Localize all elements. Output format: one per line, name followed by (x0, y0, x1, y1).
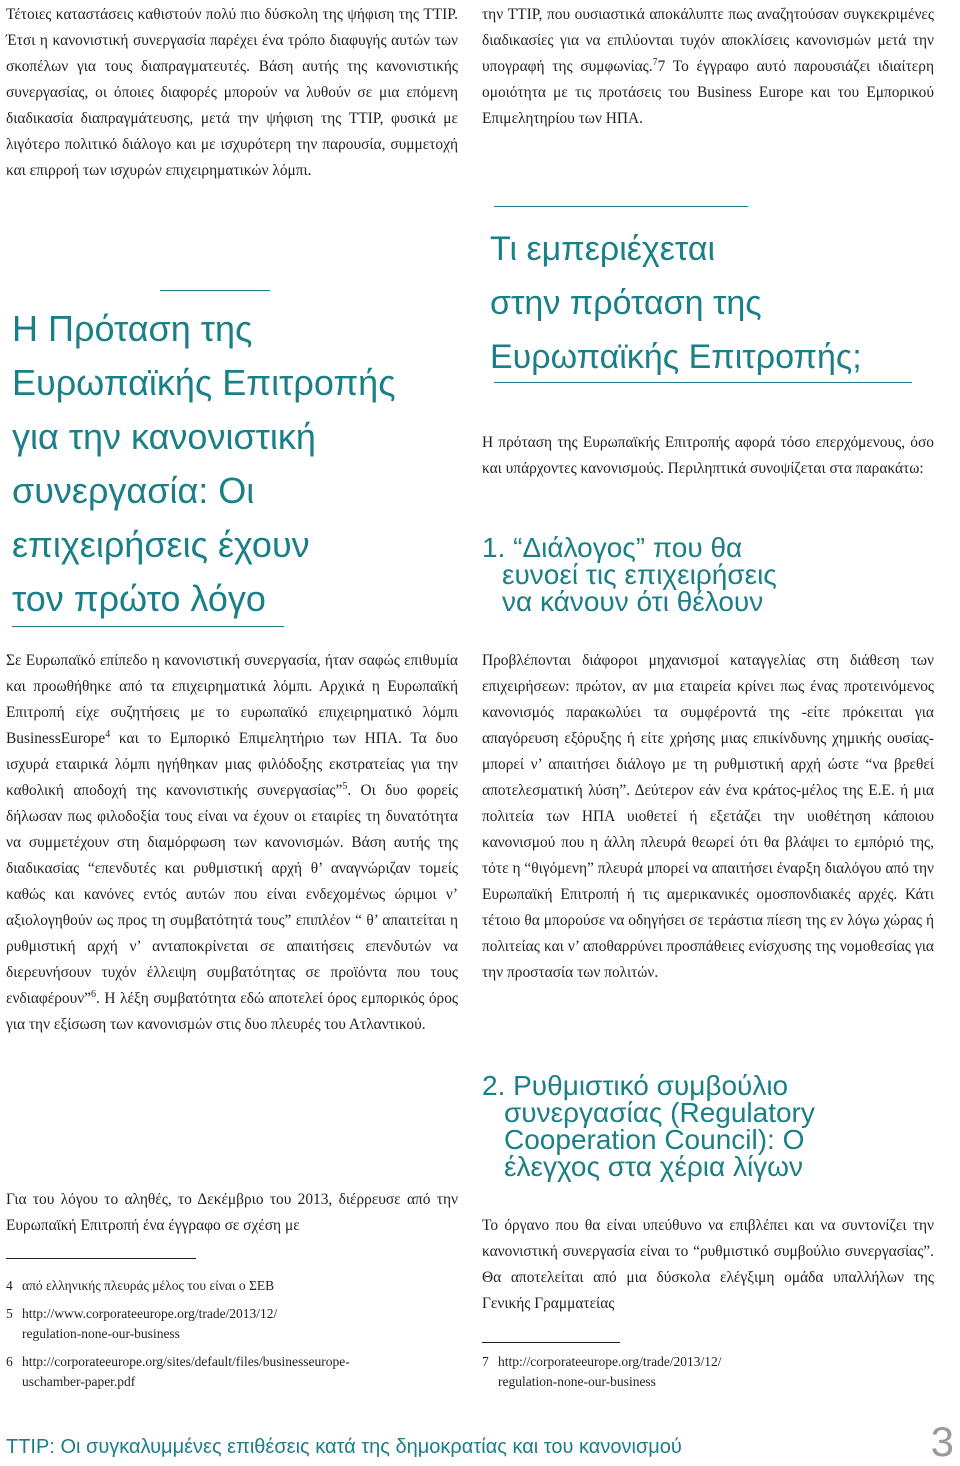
right-heading-rule-bottom (494, 382, 912, 383)
left-heading-rule-top (160, 290, 270, 291)
footnote-number: 4 (6, 1278, 13, 1293)
footnote-ref-4: 4 (105, 728, 111, 740)
running-footer-title: TTIP: Οι συγκαλυμμένες επιθέσεις κατά της δημοκρατίας και του κανονισμού (6, 1436, 682, 1458)
subheading-2-line: έλεγχος στα χέρια λίγων (504, 1151, 804, 1182)
footnote-link-cont[interactable]: regulation-none-our-business (498, 1374, 656, 1389)
footnote-ref-5: 5 (342, 780, 348, 792)
left-heading-line: τον πρώτο λόγο (12, 578, 266, 619)
left-footnote-rule (6, 1258, 196, 1259)
footnote-number: 7 (482, 1354, 489, 1369)
left-paragraph-2-part-a: Σε Ευρωπαϊκό επίπεδο η κανονιστική συνεργασία, ήταν σαφώς επιθυμία και προωθήθηκε από τα επιχειρηματικά λόμπι. Αρχικά η Ευρωπαϊκή Επιτροπή είχε συζητήσεις με το ευρωπαϊκό επιχειρηματικό λόμπι BusinessEurope (6, 652, 458, 747)
subheading-2-line: 2. Ρυθμιστικό συμβούλιο (482, 1070, 789, 1101)
footnote-number: 6 (6, 1354, 13, 1369)
footnote-6 (6, 1352, 458, 1392)
footnote-7 (482, 1352, 934, 1392)
footnote-4 (6, 1276, 458, 1296)
left-heading-line: Ευρωπαϊκής Επιτροπής (12, 362, 396, 403)
right-footnote-rule (482, 1342, 620, 1343)
footnote-link[interactable]: http://corporateeurope.org/sites/default/files/businesseurope- (22, 1354, 350, 1369)
left-heading-line: Η Πρόταση της (12, 308, 253, 349)
subheading-1-line: ευνοεί τις επιχειρήσεις (502, 559, 777, 590)
left-heading-line: επιχειρήσεις έχουν (12, 524, 310, 565)
right-heading-rule-top (494, 206, 748, 207)
right-section-heading (490, 222, 930, 384)
footnote-number: 5 (6, 1306, 13, 1321)
subheading-1 (482, 534, 934, 615)
footnote-link-cont[interactable]: uschamber-paper.pdf (22, 1374, 136, 1389)
right-paragraph-2: Προβλέπονται διάφοροι μηχανισμοί καταγγελίας στη διάθεση των επιχειρήσεων: πρώτον, αν μια εταιρεία κρίνει πως ένας προτεινόμενος κανονισμός παρακωλύει τα συμφέροντά της -είτε πρόκειται για απαγόρευση εξόρυξης ή είτε χρήσης μιας επικίνδυνης χημικής ουσίας- μπορεί ν’ απαιτήσει διάλογο με τη ρυθμιστική αρχή ώστε “να βρεθεί αποτελεσματική λύση”. Δεύτερον εάν ένα κράτος-μέλος της Ε.Ε. ή μια πολιτεία των ΗΠΑ υιοθετεί ή εξετάζει την υιοθέτηση κάποιου κανονισμού που η άλλη πλευρά θεωρεί ότι θα βλάψει το εμπόριό της, τότε η “θιγόμενη” πλευρά μπορεί να απαιτήσει έναρξη διαλόγου από την Ευρωπαϊκή Επιτροπή ή τις αμερικανικές ομοσπονδιακές αρχές. Κάτι τέτοιο θα μπορούσε να οδηγήσει σε τεράστια πίεση της εν λόγω χώρας ή πολιτείας και ν’ αποθαρρύνει προσπάθειες ενίσχυσης της νομοθεσίας για την προστασία των πολιτών. (482, 652, 934, 981)
right-heading-line: Ευρωπαϊκής Επιτροπής; (490, 338, 862, 376)
left-heading-rule-bottom (12, 626, 284, 627)
right-intro-part-a: την TTIP, που ουσιαστικά αποκάλυπτε πως αναζητούσαν συγκεκριμένες διαδικασίες για να επιλύονται τυχόν αποκλίσεις κανονισμών μετά την υπογραφή της συμφωνίας. (482, 6, 934, 75)
right-intro-part-b: 7 Το έγγραφο αυτό παρουσιάζει ιδιαίτερη ομοιότητα με τις προτάσεις του Business Europe και του Εμπορικού Επιμελητηρίου των ΗΠΑ. (482, 58, 934, 127)
left-heading-line: συνεργασία: Οι (12, 470, 255, 511)
subheading-1-line: να κάνουν ότι θέλουν (502, 586, 764, 617)
subheading-1-line: 1. “Διάλογος” που θα (482, 532, 743, 563)
left-paragraph-3: Για του λόγου το αληθές, το Δεκέμβριο του 2013, διέρρευσε από την Ευρωπαϊκή Επιτροπή ένα έγγραφο σε σχέση με (6, 1191, 458, 1234)
left-paragraph-2-part-b: και το Εμπορικό Επιμελητήριο των ΗΠΑ. Τα δυο ισχυρά εταιρικά λόμπι ηγήθηκαν μιας φιλόδοξης εκστρατείας για την καθολική αποδοχή της κανονιστικής συνεργασίας” (6, 730, 458, 799)
left-section-heading (12, 302, 452, 626)
footnote-link-cont[interactable]: regulation-none-our-business (22, 1326, 180, 1341)
subheading-2-line: συνεργασίας (Regulatory (504, 1097, 815, 1128)
left-paragraph-2-part-c: . Οι δυο φορείς δήλωσαν πως φιλοδοξία τους είναι να έχουν οι εταιρίες τη δυνατότητα να συμμετέχουν στη διαμόρφωση των κανονισμών. Βάση αυτής της διαδικασίας “επενδυτές και ρυθμιστική αρχή θ’ αναγνώριζαν τομείς καθώς και κανόνες εντός αυτών που είναι ενδεχομένως ώριμοι ν’ αξιολογηθούν ως προς τη συμβατότητά τους” επιπλέον “ θ’ απαιτείται η ρυθμιστική αρχή ν’ ανταποκρίνεται σε απαιτήσεις επενδυτών να διερευνήσουν τυχόν έλλειψη συμβατότητας σε προϊόντα που τους ενδιαφέρουν” (6, 782, 458, 1007)
right-paragraph-1: Η πρόταση της Ευρωπαϊκής Επιτροπής αφορά τόσο επερχόμενους, όσο και υπάρχοντες κανονισμούς. Περιληπτικά συνοψίζεται στα παρακάτω: (482, 434, 934, 477)
left-intro-paragraph: Τέτοιες καταστάσεις καθιστούν πολύ πιο δύσκολη της ψήφιση της TTIP. Έτσι η κανονιστική συνεργασία παρέχει ένα τρόπο διαφυγής αυτών των σκοπέλων για τους διαπραγματευτές. Βάση αυτής της κανονιστικής συνεργασίας, οι όποιες διαφορές μπορούν να λυθούν σε μια επόμενη διαδικασία διαπραγμάτευσης, μετά την ψήφιση της TTIP, φυσικά με λιγότερο πολιτικό διάλογο και με ισχυρότερη την παρουσία, συμμετοχή και επιρροή των ισχυρών επιχειρηματικών λόμπι. (6, 6, 458, 179)
subheading-2 (482, 1072, 934, 1180)
right-heading-line: Τι εμπεριέχεται (490, 230, 716, 268)
footnote-link[interactable]: http://corporateeurope.org/trade/2013/12/ (498, 1354, 722, 1369)
subheading-2-line: Cooperation Council): Ο (504, 1124, 805, 1155)
left-heading-line: για την κανονιστική (12, 416, 316, 457)
footnote-text: από ελληνικής πλευράς μέλος του είναι ο ΣΕΒ (22, 1278, 275, 1293)
right-intro-paragraph (482, 2, 934, 132)
page-number: 3 (930, 1418, 954, 1465)
footnote-ref-6: 6 (91, 988, 97, 1000)
footnote-link[interactable]: http://www.corporateeurope.org/trade/2013/12/ (22, 1306, 278, 1321)
right-heading-line: στην πρόταση της (490, 284, 762, 322)
right-paragraph-3: Το όργανο που θα είναι υπεύθυνο να επιβλέπει και να συντονίζει την κανονιστική συνεργασία είναι το “ρυθμιστικό συμβούλιο συνεργασίας”. Θα αποτελείται από μια δύσκολα ελέγξιμη ομάδα υπαλλήλων της Γενικής Γραμματείας (482, 1217, 934, 1312)
left-paragraph-2-part-d: . Η λέξη συμβατότητα εδώ αποτελεί όρος εμπορικός όρος για την εξίσωση των κανονισμών στις δυο πλευρές του Ατλαντικού. (6, 990, 458, 1033)
footnote-5 (6, 1304, 458, 1344)
footnote-ref-7: 7 (652, 56, 658, 68)
left-paragraph-2 (6, 648, 458, 1038)
